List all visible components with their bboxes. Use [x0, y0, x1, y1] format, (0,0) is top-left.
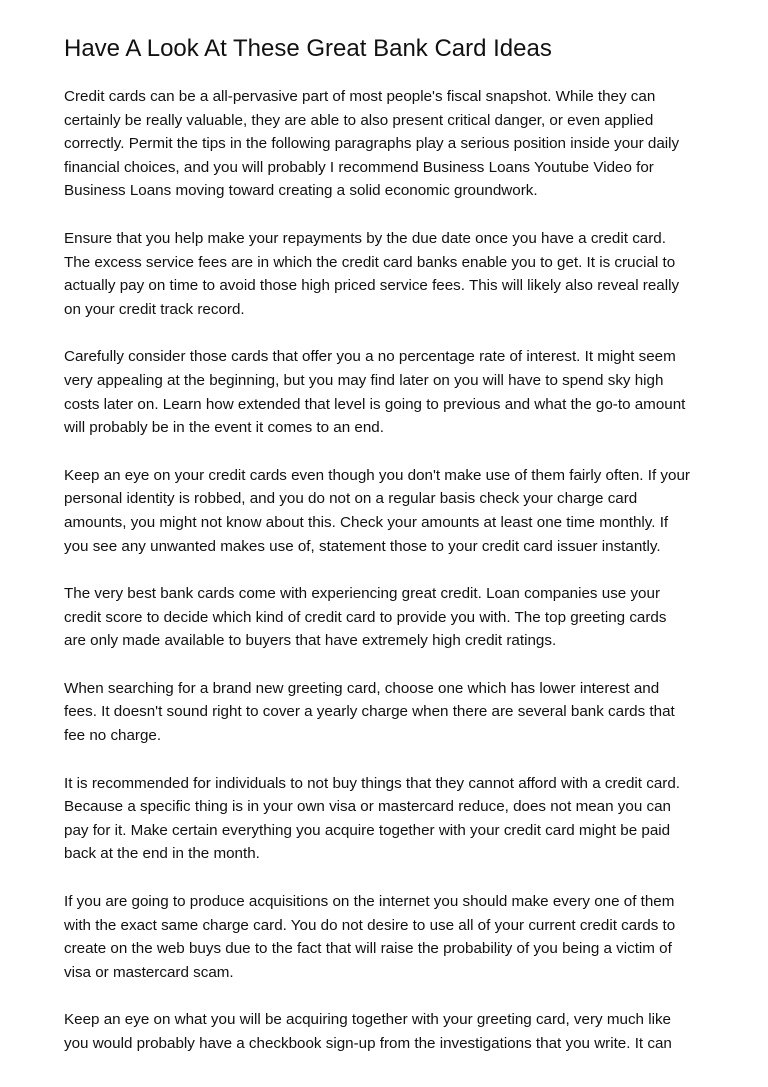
text-line: fee no charge.	[64, 727, 162, 745]
text-line: back at the end in the month.	[64, 845, 260, 863]
text-line: credit score to decide which kind of credit card to provide you with. The top greeting cards	[64, 608, 667, 626]
paragraph	[64, 582, 724, 653]
text-line: you would probably have a checkbook sign-up from the investigations that you write. It can	[64, 1035, 672, 1052]
text-line: If you are going to produce acquisitions on the internet you should make every one of them	[64, 893, 675, 911]
text-line: Credit cards can be a all-pervasive part of most people's fiscal snapshot. While they can	[64, 88, 656, 105]
paragraph	[64, 227, 724, 321]
paragraph	[64, 677, 724, 748]
text-line: on your credit track record.	[64, 300, 245, 318]
text-line: The very best bank cards come with experiencing great credit. Loan companies use your	[64, 585, 660, 603]
text-line: actually pay on time to avoid those high priced service fees. This will likely also reveal really	[64, 277, 680, 295]
text-line: Business Loans moving toward creating a solid economic groundwork.	[64, 182, 538, 200]
text-line: personal identity is robbed, and you do not on a regular basis check your charge card	[64, 490, 638, 508]
text-line: will probably be in the event it comes to an end.	[64, 419, 384, 437]
text-line: It is recommended for individuals to not buy things that they cannot afford with a credit card.	[64, 774, 680, 792]
text-line: you see any unwanted makes use of, statement those to your credit card issuer instantly.	[64, 537, 661, 555]
text-line: Because a specific thing is in your own visa or mastercard reduce, does not mean you can	[64, 798, 671, 816]
text-line: The excess service fees are in which the credit card banks enable you to get. It is crucial to	[64, 253, 676, 271]
paragraph	[64, 345, 724, 439]
text-line: fees. It doesn't sound right to cover a yearly charge when there are several bank cards that	[64, 703, 675, 721]
text-line: visa or mastercard scam.	[64, 963, 234, 981]
document-body	[64, 85, 724, 1080]
text-line: correctly. Permit the tips in the following paragraphs play a serious position inside your daily	[64, 135, 680, 153]
text-line: financial choices, and you will probably I recommend Business Loans Youtube Video for	[64, 158, 654, 176]
text-line: Keep an eye on what you will be acquiring together with your greeting card, very much like	[64, 1011, 671, 1029]
document-title: Have A Look At These Great Bank Card Ideas	[64, 35, 552, 62]
text-line: certainly be really valuable, they are able to also present critical danger, or even applied	[64, 111, 654, 129]
text-line: Keep an eye on your credit cards even though you don't make use of them fairly often. If your	[64, 466, 690, 484]
paragraph	[64, 890, 724, 984]
text-line: Carefully consider those cards that offer you a no percentage rate of interest. It might seem	[64, 348, 676, 366]
paragraph	[64, 85, 724, 203]
text-line: with the exact same charge card. You do not desire to use all of your current credit cards to	[64, 916, 676, 934]
text-line: very appealing at the beginning, but you may find later on you will have to spend sky high	[64, 371, 664, 389]
text-line: pay for it. Make certain everything you acquire together with your credit card might be paid	[64, 821, 671, 839]
text-line: create on the web buys due to the fact that will raise the probability of you being a victim of	[64, 940, 672, 958]
text-line: amounts, you might not know about this. Check your amounts at least one time monthly. If	[64, 513, 669, 531]
text-line: Ensure that you help make your repayments by the due date once you have a credit card.	[64, 229, 666, 247]
paragraph	[64, 464, 724, 558]
paragraph	[64, 1008, 724, 1055]
text-line: are only made available to buyers that have extremely high credit ratings.	[64, 632, 557, 650]
text-line: When searching for a brand new greeting card, choose one which has lower interest and	[64, 679, 660, 697]
paragraph	[64, 772, 724, 866]
text-line: costs later on. Learn how extended that level is going to previous and what the go-to amount	[64, 395, 686, 413]
